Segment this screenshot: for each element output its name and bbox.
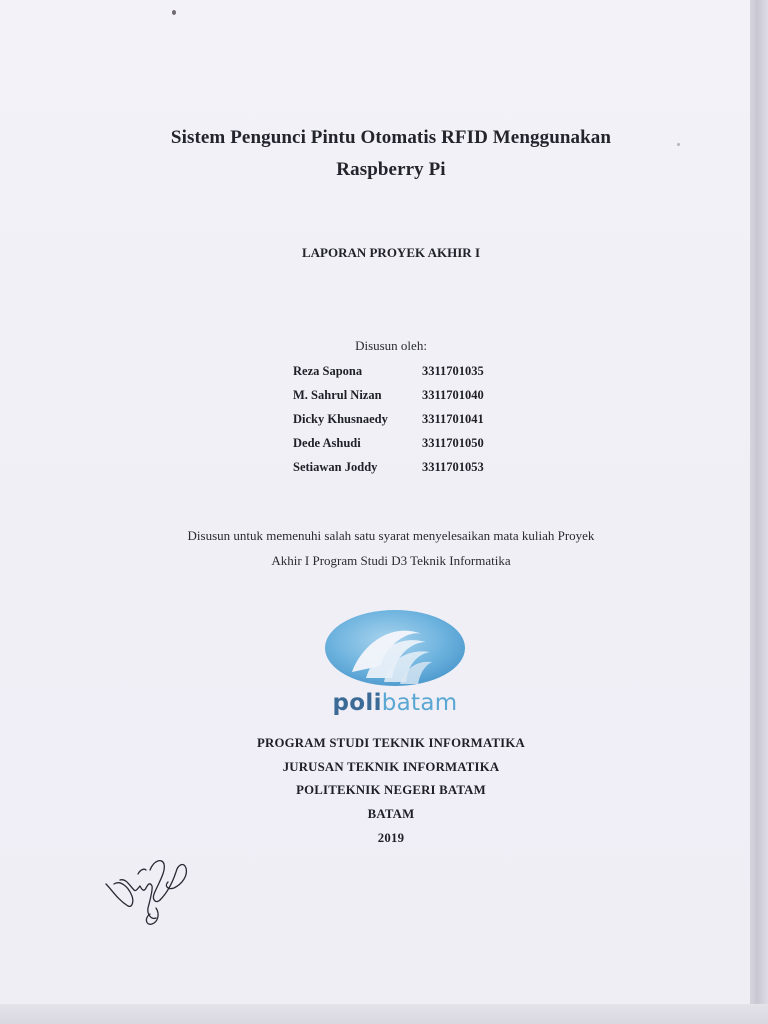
author-row bbox=[293, 383, 523, 407]
author-nim: 3311701050 bbox=[422, 435, 484, 450]
scanner-edge bbox=[750, 0, 768, 1024]
department: JURUSAN TEKNIK INFORMATIKA bbox=[282, 760, 500, 774]
author-nim: 3311701053 bbox=[422, 459, 484, 474]
wordmark-poli: poli bbox=[332, 690, 382, 716]
handwritten-signature-icon bbox=[98, 850, 198, 930]
author-row bbox=[293, 407, 523, 431]
polytechnic-name: POLITEKNIK NEGERI BATAM bbox=[296, 783, 486, 797]
author-nim: 3311701041 bbox=[422, 411, 484, 426]
scan-speck bbox=[172, 10, 176, 15]
prepared-by-label: Disusun oleh: bbox=[355, 338, 427, 353]
author-list bbox=[293, 359, 523, 479]
author-row bbox=[293, 455, 523, 479]
author-nim: 3311701035 bbox=[422, 363, 484, 378]
polibatam-wordmark bbox=[0, 690, 768, 716]
wordmark-batam: batam bbox=[381, 690, 458, 716]
author-name: M. Sahrul Nizan bbox=[293, 387, 382, 402]
author-name: Setiawan Joddy bbox=[293, 459, 378, 474]
author-nim: 3311701040 bbox=[422, 387, 484, 402]
author-row bbox=[293, 359, 523, 383]
city: BATAM bbox=[367, 807, 415, 821]
report-type: LAPORAN PROYEK AKHIR I bbox=[301, 245, 481, 260]
year: 2019 bbox=[377, 831, 405, 845]
purpose-line-1: Disusun untuk memenuhi salah satu syarat menyelesaikan mata kuliah Proyek bbox=[187, 528, 595, 543]
author-name: Dicky Khusnaedy bbox=[293, 411, 388, 426]
purpose-line-2: Akhir I Program Studi D3 Teknik Informatika bbox=[271, 553, 511, 568]
author-name: Dede Ashudi bbox=[293, 435, 361, 450]
scanner-bottom-edge bbox=[0, 1004, 768, 1024]
author-name: Reza Sapona bbox=[293, 363, 363, 378]
study-program: PROGRAM STUDI TEKNIK INFORMATIKA bbox=[257, 736, 525, 750]
author-row bbox=[293, 431, 523, 455]
document-title-line-2: Raspberry Pi bbox=[336, 159, 446, 180]
document-title-line-1: Sistem Pengunci Pintu Otomatis RFID Menggunakan bbox=[170, 127, 612, 148]
